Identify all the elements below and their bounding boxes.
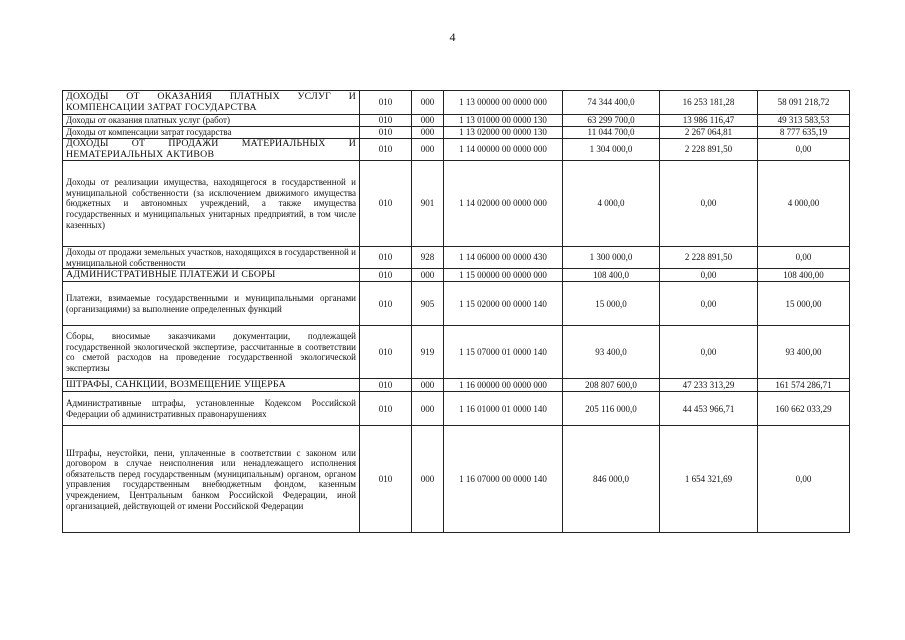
row-budget-code: 1 16 01000 01 0000 140 — [444, 392, 563, 426]
row-value-2: 2 267 064,81 — [660, 127, 758, 139]
row-code-a: 010 — [360, 91, 412, 115]
table-row — [63, 392, 850, 426]
row-budget-code: 1 14 06000 00 0000 430 — [444, 247, 563, 269]
row-value-3: 93 400,00 — [758, 326, 850, 379]
row-value-2: 44 453 966,71 — [660, 392, 758, 426]
row-value-1: 63 299 700,0 — [563, 115, 660, 127]
row-value-1: 108 400,0 — [563, 269, 660, 282]
row-value-1: 11 044 700,0 — [563, 127, 660, 139]
table-row — [63, 426, 850, 533]
row-value-3: 58 091 218,72 — [758, 91, 850, 115]
row-code-a: 010 — [360, 426, 412, 533]
revenue-table — [62, 90, 850, 533]
row-code-b: 919 — [412, 326, 444, 379]
table-row — [63, 326, 850, 379]
row-code-b: 000 — [412, 269, 444, 282]
row-value-2: 2 228 891,50 — [660, 139, 758, 161]
row-code-b: 000 — [412, 127, 444, 139]
row-name: Доходы от продажи земельных участков, находящихся в государственной и муниципальной собственности — [63, 247, 360, 269]
row-code-b: 000 — [412, 392, 444, 426]
table-row — [63, 247, 850, 269]
row-value-3: 49 313 583,53 — [758, 115, 850, 127]
row-code-a: 010 — [360, 139, 412, 161]
row-value-1: 208 807 600,0 — [563, 379, 660, 392]
row-value-1: 4 000,0 — [563, 161, 660, 247]
row-name: Платежи, взимаемые государственными и муниципальными органами (организациями) за выполнение определенных функций — [63, 282, 360, 326]
row-name: ДОХОДЫ ОТ ПРОДАЖИ МАТЕРИАЛЬНЫХ И НЕМАТЕРИАЛЬНЫХ АКТИВОВ — [63, 139, 360, 161]
row-budget-code: 1 15 00000 00 0000 000 — [444, 269, 563, 282]
row-value-1: 205 116 000,0 — [563, 392, 660, 426]
row-value-2: 0,00 — [660, 161, 758, 247]
row-name: ДОХОДЫ ОТ ОКАЗАНИЯ ПЛАТНЫХ УСЛУГ И КОМПЕНСАЦИИ ЗАТРАТ ГОСУДАРСТВА — [63, 91, 360, 115]
row-name: Доходы от оказания платных услуг (работ) — [63, 115, 360, 127]
row-name: Штрафы, неустойки, пени, уплаченные в соответствии с законом или договором в случае неисполнения или ненадлежащего исполнения обязательств перед государственным (муниципальным) органом, органом управления государственным внебюджетным фондом, казенным учреждением, Центральным банком Российской Федерации, иной организацией, действующей от имени Российской Федерации — [63, 426, 360, 533]
row-name: Доходы от реализации имущества, находящегося в государственной и муниципальной собственности (за исключением движимого имущества бюджетных и автономных учреждений, а также имущества государственных и муниципальных унитарных предприятий, в том числе казенных) — [63, 161, 360, 247]
row-code-b: 000 — [412, 426, 444, 533]
row-name: Административные штрафы, установленные Кодексом Российской Федерации об административных правонарушениях — [63, 392, 360, 426]
row-budget-code: 1 13 01000 00 0000 130 — [444, 115, 563, 127]
row-name: ШТРАФЫ, САНКЦИИ, ВОЗМЕЩЕНИЕ УЩЕРБА — [63, 379, 360, 392]
row-code-a: 010 — [360, 269, 412, 282]
row-budget-code: 1 15 07000 01 0000 140 — [444, 326, 563, 379]
row-code-a: 010 — [360, 392, 412, 426]
row-value-3: 0,00 — [758, 426, 850, 533]
row-code-b: 000 — [412, 91, 444, 115]
table-row — [63, 127, 850, 139]
row-value-1: 846 000,0 — [563, 426, 660, 533]
row-name: АДМИНИСТРАТИВНЫЕ ПЛАТЕЖИ И СБОРЫ — [63, 269, 360, 282]
row-code-a: 010 — [360, 127, 412, 139]
row-value-2: 0,00 — [660, 269, 758, 282]
row-code-b: 000 — [412, 379, 444, 392]
row-value-2: 13 986 116,47 — [660, 115, 758, 127]
row-code-a: 010 — [360, 115, 412, 127]
row-value-2: 0,00 — [660, 326, 758, 379]
row-value-3: 108 400,00 — [758, 269, 850, 282]
row-code-a: 010 — [360, 161, 412, 247]
row-value-3: 161 574 286,71 — [758, 379, 850, 392]
row-name: Сборы, вносимые заказчиками документации, подлежащей государственной экологической экспертизе, рассчитанные в соответствии со сметой расходов на проведение государственной экологической экспертизы — [63, 326, 360, 379]
row-value-2: 16 253 181,28 — [660, 91, 758, 115]
row-value-2: 1 654 321,69 — [660, 426, 758, 533]
row-code-b: 928 — [412, 247, 444, 269]
row-value-2: 0,00 — [660, 282, 758, 326]
row-value-1: 1 304 000,0 — [563, 139, 660, 161]
row-code-b: 000 — [412, 115, 444, 127]
row-budget-code: 1 16 00000 00 0000 000 — [444, 379, 563, 392]
page-number: 4 — [449, 30, 456, 44]
row-code-b: 000 — [412, 139, 444, 161]
row-value-3: 15 000,00 — [758, 282, 850, 326]
table-row — [63, 161, 850, 247]
row-code-a: 010 — [360, 326, 412, 379]
table-row — [63, 379, 850, 392]
row-value-3: 160 662 033,29 — [758, 392, 850, 426]
row-code-a: 010 — [360, 247, 412, 269]
row-budget-code: 1 13 02000 00 0000 130 — [444, 127, 563, 139]
row-code-a: 010 — [360, 282, 412, 326]
table-row — [63, 282, 850, 326]
row-name: Доходы от компенсации затрат государства — [63, 127, 360, 139]
row-code-b: 905 — [412, 282, 444, 326]
row-value-3: 8 777 635,19 — [758, 127, 850, 139]
row-code-b: 901 — [412, 161, 444, 247]
row-value-3: 0,00 — [758, 139, 850, 161]
row-value-2: 2 228 891,50 — [660, 247, 758, 269]
row-budget-code: 1 16 07000 00 0000 140 — [444, 426, 563, 533]
row-budget-code: 1 13 00000 00 0000 000 — [444, 91, 563, 115]
row-value-2: 47 233 313,29 — [660, 379, 758, 392]
row-value-1: 1 300 000,0 — [563, 247, 660, 269]
row-value-3: 4 000,00 — [758, 161, 850, 247]
row-value-1: 74 344 400,0 — [563, 91, 660, 115]
row-value-1: 15 000,0 — [563, 282, 660, 326]
table-row — [63, 139, 850, 161]
table-row — [63, 91, 850, 115]
row-value-3: 0,00 — [758, 247, 850, 269]
row-budget-code: 1 14 00000 00 0000 000 — [444, 139, 563, 161]
row-budget-code: 1 14 02000 00 0000 000 — [444, 161, 563, 247]
table-row — [63, 269, 850, 282]
table-row — [63, 115, 850, 127]
row-budget-code: 1 15 02000 00 0000 140 — [444, 282, 563, 326]
row-value-1: 93 400,0 — [563, 326, 660, 379]
row-code-a: 010 — [360, 379, 412, 392]
